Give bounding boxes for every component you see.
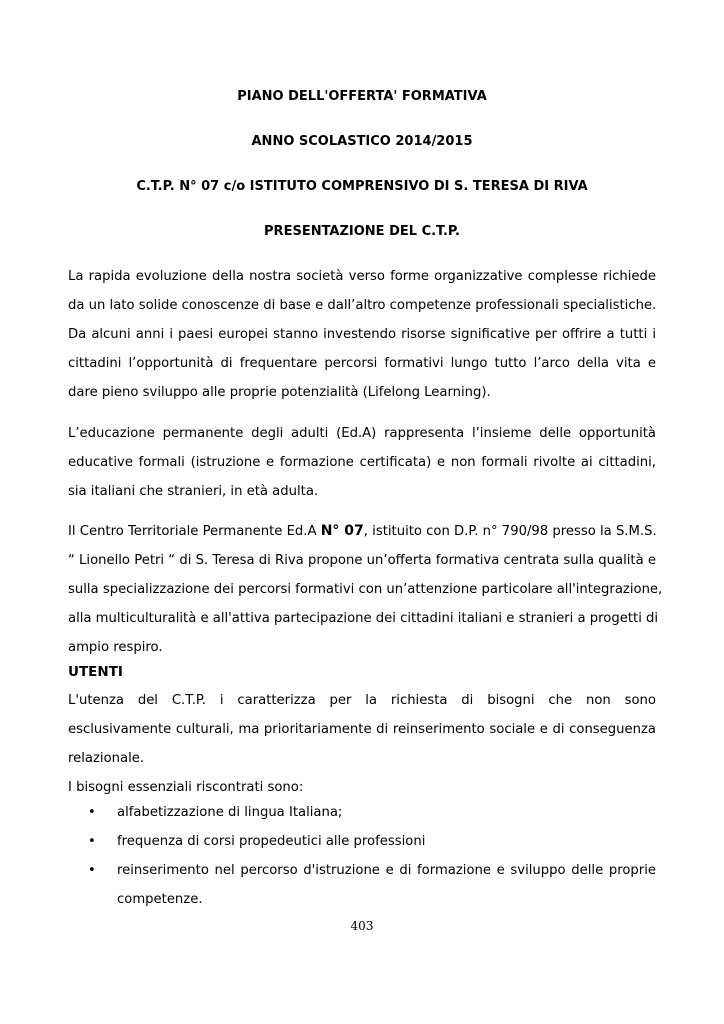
utenti-section-title: UTENTI bbox=[68, 664, 123, 680]
paragraph-line: Da alcuni anni i paesi europei stanno investendo risorse significative per offrire a tutti i bbox=[68, 327, 656, 342]
list-item bbox=[88, 827, 656, 856]
adult-education-paragraph bbox=[68, 419, 656, 506]
needs-list bbox=[88, 798, 656, 914]
paragraph-line: sia italiani che stranieri, in età adulta. bbox=[68, 484, 319, 499]
bullet-icon: • bbox=[88, 805, 96, 820]
paragraph-line bbox=[68, 517, 656, 546]
page-number: 403 bbox=[350, 919, 374, 933]
paragraph-line: dare pieno sviluppo alle proprie potenzialità (Lifelong Learning). bbox=[68, 385, 491, 400]
paragraph-line: esclusivamente culturali, ma prioritariamente di reinserimento sociale e di conseguenza bbox=[68, 722, 656, 737]
paragraph-text: Il Centro Territoriale Permanente Ed.A bbox=[68, 524, 321, 539]
needs-intro: I bisogni essenziali riscontrati sono: bbox=[68, 780, 304, 795]
ctp-number: N° 07 bbox=[320, 523, 364, 539]
utenti-paragraph bbox=[68, 686, 656, 802]
paragraph-text: , istituito con D.P. n° 790/98 presso la S.M.S. bbox=[363, 524, 657, 539]
list-item bbox=[88, 798, 656, 827]
paragraph-line: “ Lionello Petri “ di S. Teresa di Riva propone un’offerta formativa centrata sulla qualità e bbox=[68, 553, 656, 568]
bullet-icon: • bbox=[88, 863, 96, 878]
paragraph-line: sulla specializzazione dei percorsi formativi con un’attenzione particolare all'integrazione, bbox=[68, 582, 663, 597]
paragraph-line: relazionale. bbox=[68, 751, 145, 766]
paragraph-line: da un lato solide conoscenze di base e dall’altro competenze professionali specialistiche. bbox=[68, 298, 657, 313]
list-item-text: competenze. bbox=[117, 892, 203, 907]
ctp-paragraph bbox=[68, 517, 663, 662]
paragraph-line: educative formali (istruzione e formazione certificata) e non formali rivolte ai cittadini, bbox=[68, 455, 656, 470]
paragraph-line: La rapida evoluzione della nostra società verso forme organizzative complesse richiede bbox=[68, 269, 656, 284]
presentation-heading: PRESENTAZIONE DEL C.T.P. bbox=[264, 224, 460, 239]
intro-paragraph bbox=[68, 262, 656, 407]
paragraph-line: alla multiculturalità e all'attiva partecipazione dei cittadini italiani e stranieri a progetti di bbox=[68, 611, 659, 626]
school-year-heading: ANNO SCOLASTICO 2014/2015 bbox=[251, 134, 473, 149]
paragraph-line: ampio respiro. bbox=[68, 640, 163, 655]
document-title: PIANO DELL'OFFERTA' FORMATIVA bbox=[237, 89, 487, 104]
list-item-text: alfabetizzazione di lingua Italiana; bbox=[117, 805, 343, 820]
list-item-text: frequenza di corsi propedeutici alle professioni bbox=[117, 834, 426, 849]
paragraph-line: L'utenza del C.T.P. i caratterizza per la richiesta di bisogni che non sono bbox=[68, 693, 656, 708]
paragraph-line: L’educazione permanente degli adulti (Ed.A) rappresenta l’insieme delle opportunità bbox=[68, 426, 656, 441]
institute-heading: C.T.P. N° 07 c/o ISTITUTO COMPRENSIVO DI S. TERESA DI RIVA bbox=[136, 179, 588, 194]
list-item bbox=[88, 856, 656, 914]
paragraph-line: cittadini l’opportunità di frequentare percorsi formativi lungo tutto l’arco della vita e bbox=[68, 356, 656, 371]
list-item-text: reinserimento nel percorso d'istruzione e di formazione e sviluppo delle proprie bbox=[117, 863, 656, 878]
bullet-icon: • bbox=[88, 834, 96, 849]
